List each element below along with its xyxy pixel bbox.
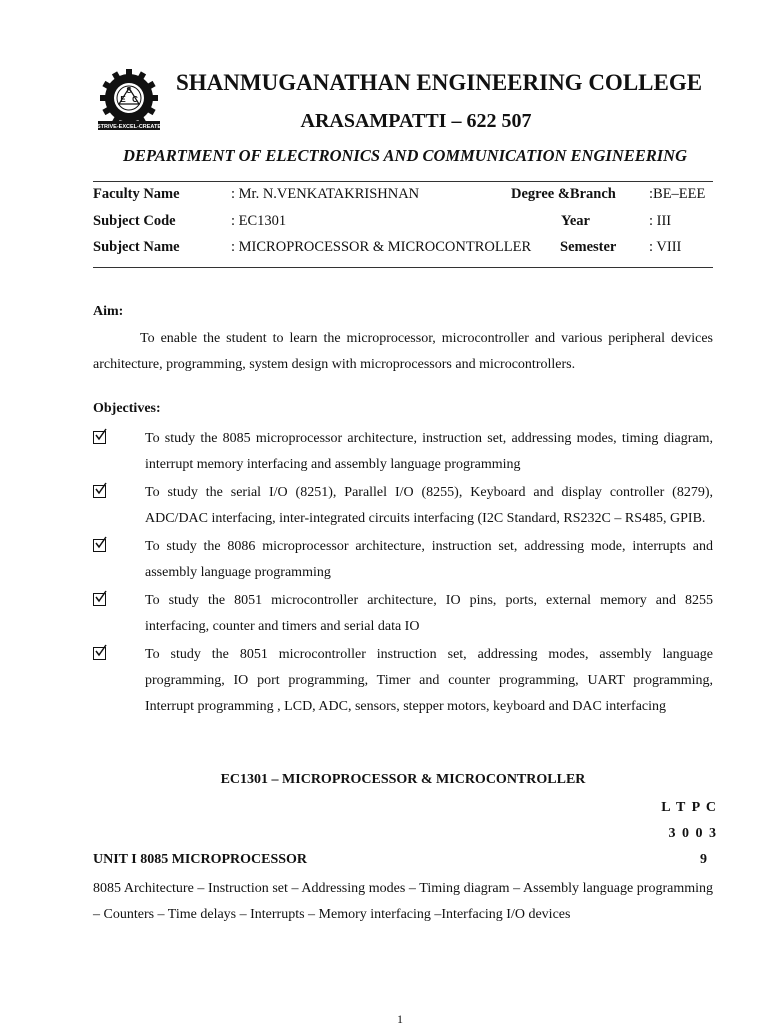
checked-box-icon [93,647,106,660]
objective-item [93,642,713,720]
ltpc-values: 3 0 0 3 [668,826,716,841]
semester-value: : VIII [649,239,682,255]
subject-name-value: : MICROPROCESSOR & MICROCONTROLLER [231,239,532,255]
department-title: DEPARTMENT OF ELECTRONICS AND COMMUNICATION ENGINEERING [122,146,687,165]
ltpc-label: L T P C [661,800,716,815]
logo-letter-s: S [126,86,132,95]
aim-heading: Aim: [93,304,124,319]
objective-text: To study the 8051 microcontroller architecture, IO pins, ports, external memory and 8255 interfacing, counter and timers and serial data IO [145,593,713,634]
objective-item [93,426,713,478]
course-info-table [93,186,713,266]
objective-item [93,480,713,532]
objective-item [93,534,713,586]
checked-box-icon [93,485,106,498]
objective-text: To study the 8086 microprocessor architecture, instruction set, addressing mode, interrupts and assembly language programming [145,539,713,580]
semester-label: Semester [560,239,617,255]
info-row-faculty [93,186,713,213]
objective-item [93,588,713,640]
checked-box-icon [93,539,106,552]
degree-label: Degree &Branch [511,186,616,202]
info-row-name [93,239,713,266]
syllabus-title: EC1301 – MICROPROCESSOR & MICROCONTROLLER [220,772,586,787]
unit-1-text: 8085 Architecture – Instruction set – Addressing modes – Timing diagram – Assembly language programming – Counters – Time delays – Interrupts – Memory interfacing –Interfacing I/O devices [93,881,713,922]
faculty-label: Faculty Name [93,186,180,202]
faculty-value: : Mr. N.VENKATAKRISHNAN [231,186,420,202]
subject-code-label: Subject Code [93,212,176,229]
college-location: ARASAMPATTI – 622 507 [300,110,532,132]
checked-box-icon [93,431,106,444]
subject-code-value: : EC1301 [231,212,287,229]
logo-letter-c: C [132,95,138,104]
objectives-heading: Objectives: [93,401,161,416]
logo-motto: STRIVE-EXCEL-CREATE [96,124,162,130]
unit-1-heading [93,852,713,868]
info-row-code [93,213,713,240]
college-name: SHANMUGANATHAN ENGINEERING COLLEGE [176,70,703,95]
objective-text: To study the 8051 microcontroller instruction set, addressing modes, assembly language programming, IO port programming, Timer and counter programming, UART programming, Interrupt programming , LCD, ADC, sensors, stepper motors, keyboard and DAC interfacing [145,647,713,714]
unit-1-hours: 9 [700,852,707,867]
objectives-list [93,426,713,722]
unit-1-title: UNIT I 8085 MICROPROCESSOR [93,852,308,867]
year-value: : III [649,212,672,229]
header-bottom-rule [93,267,713,268]
degree-value: :BE–EEE [649,186,706,202]
objective-text: To study the serial I/O (8251), Parallel I/O (8255), Keyboard and display controller (8279), ADC/DAC interfacing, inter-integrated circuits interfacing (I2C Standard, RS232C – RS485, GPIB. [145,485,713,526]
header-top-rule [93,181,713,182]
subject-name-label: Subject Name [93,239,180,255]
checked-box-icon [93,593,106,606]
page-number: 1 [397,1012,403,1026]
logo-letter-e: E [120,95,126,104]
aim-text: To enable the student to learn the microprocessor, microcontroller and various peripheral devices architecture, programming, system design with microprocessors and microcontrollers. [93,331,713,372]
objective-text: To study the 8085 microprocessor architecture, instruction set, addressing modes, timing diagram, interrupt memory interfacing and assembly language programming [145,431,713,472]
year-label: Year [561,212,590,229]
